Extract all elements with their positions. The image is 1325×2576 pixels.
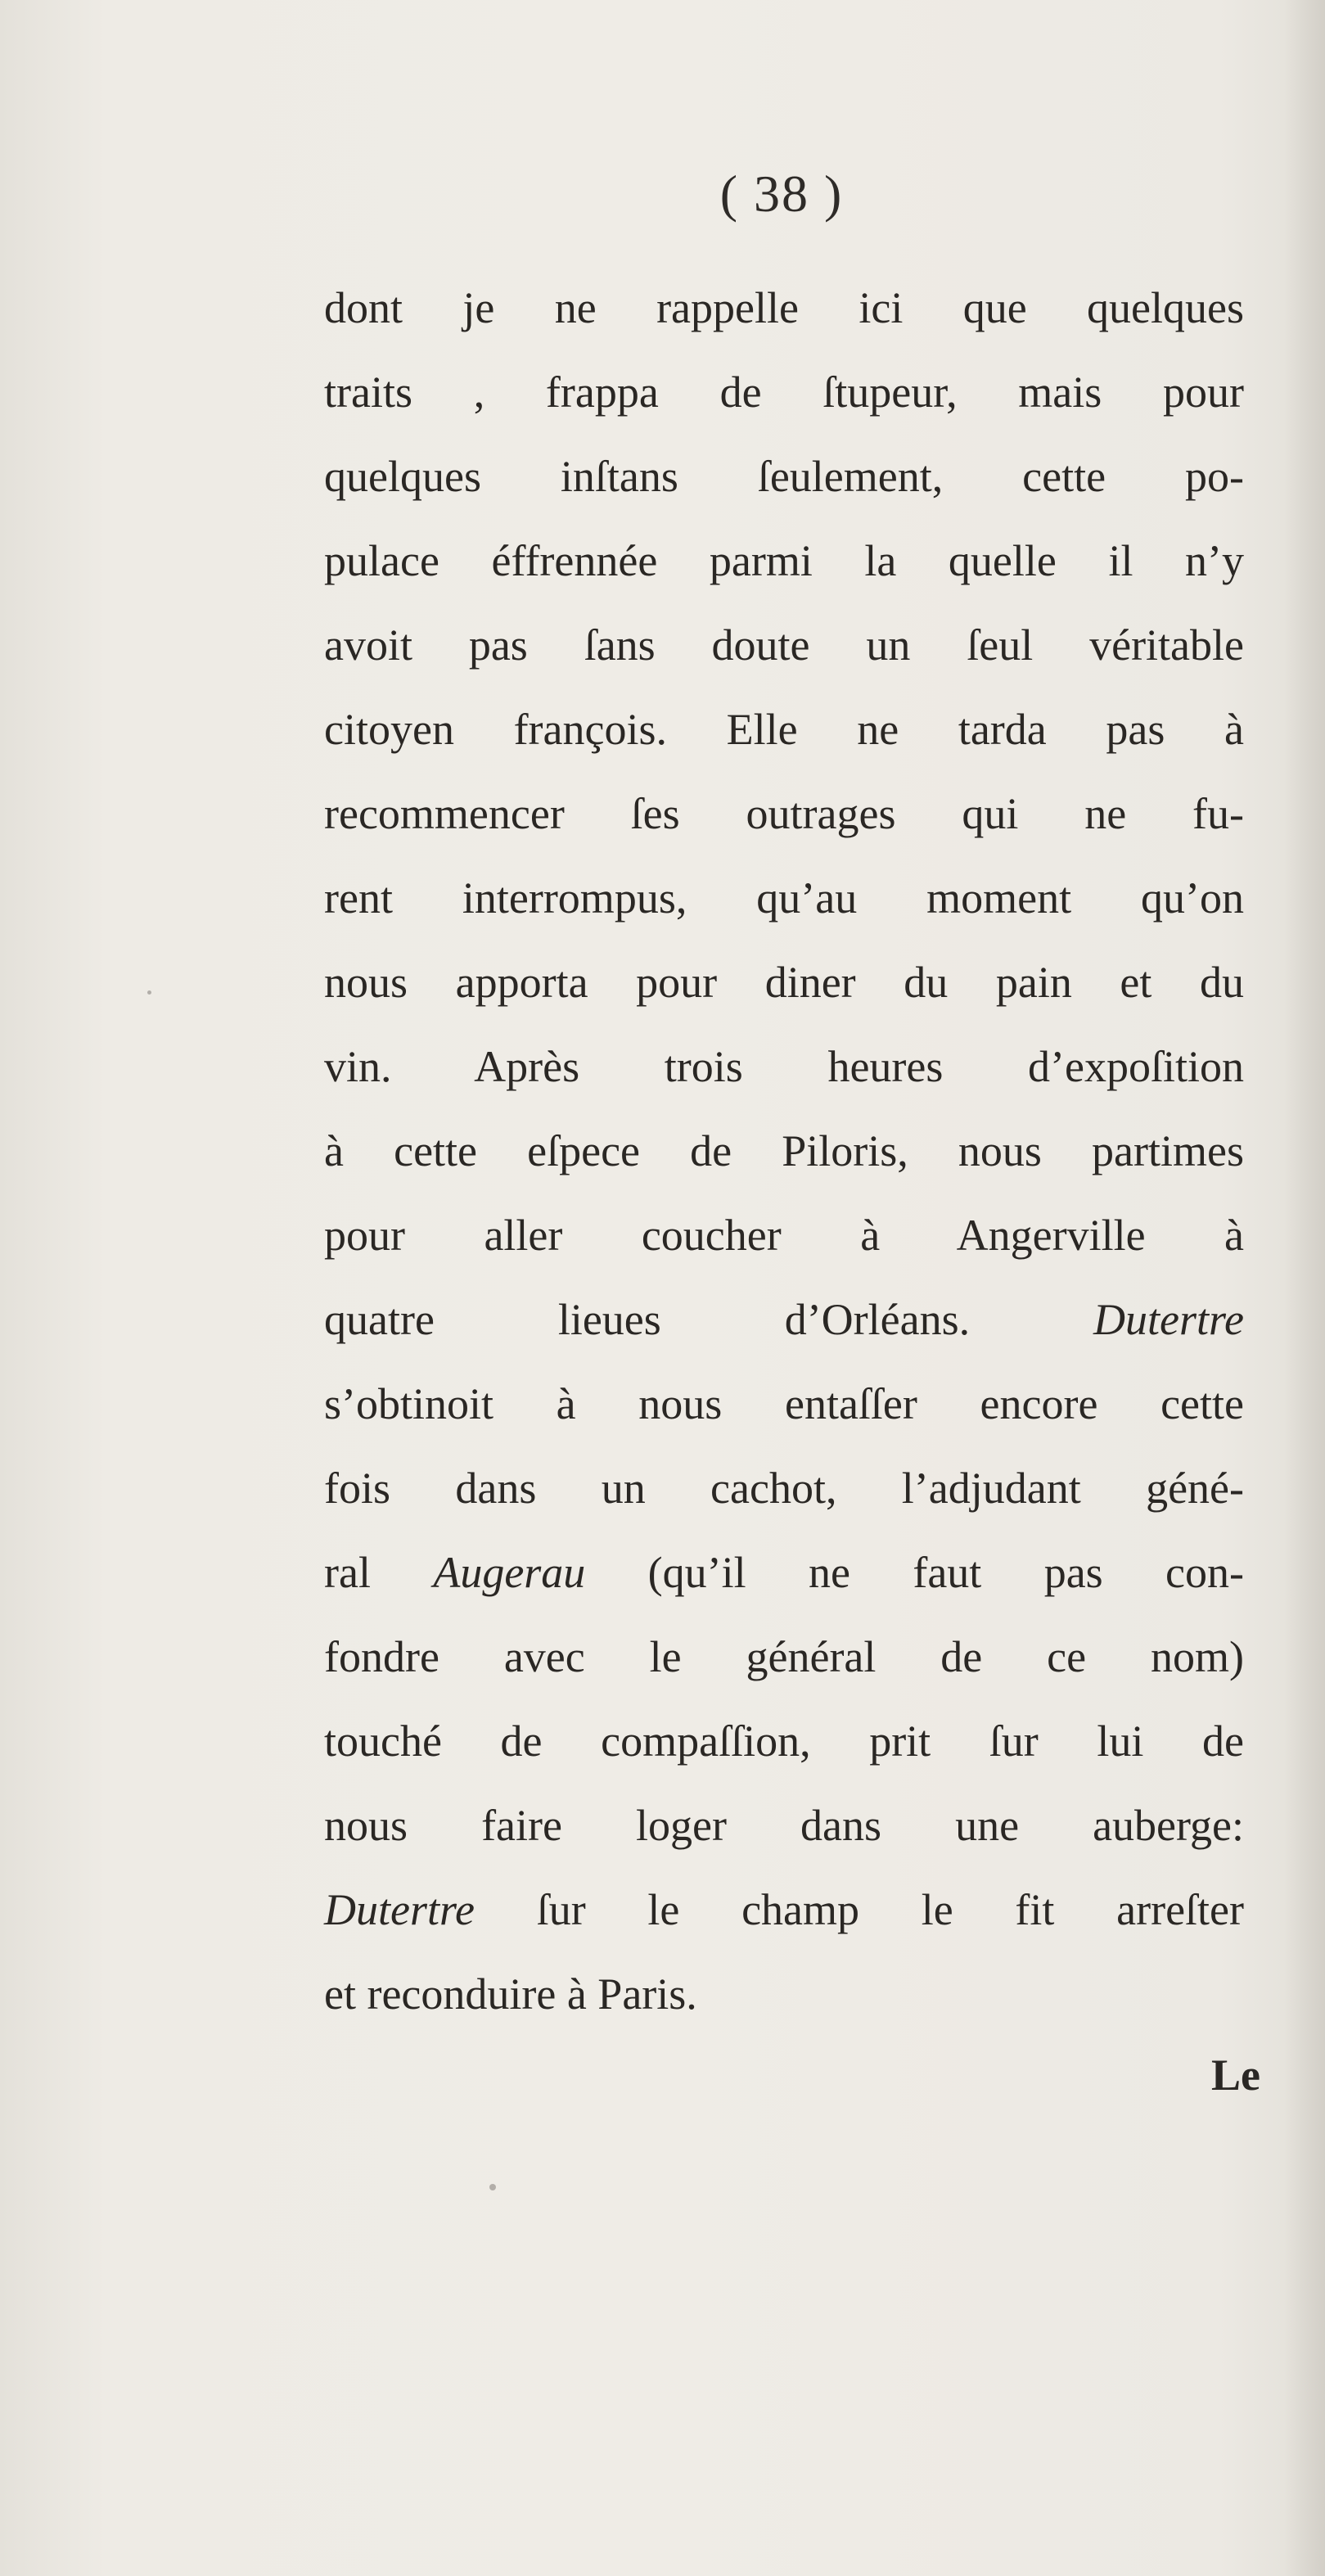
text-segment: recommencer ſes outrages qui ne fu-: [324, 789, 1244, 838]
text-line: [324, 772, 1244, 856]
text-line: [324, 266, 1244, 350]
italic-name: Augerau: [433, 1548, 586, 1597]
text-segment: (qu’il ne faut pas con-: [585, 1548, 1244, 1597]
text-segment: et reconduire à Paris.: [324, 1969, 697, 2019]
text-line: [324, 1531, 1244, 1615]
body-text: [324, 266, 1244, 2037]
text-segment: pour aller coucher à Angerville à: [324, 1211, 1244, 1260]
text-line: [324, 1362, 1244, 1446]
text-segment: nous faire loger dans une auberge:: [324, 1801, 1244, 1850]
text-line: [324, 1699, 1244, 1784]
page-number: ( 38 ): [719, 165, 844, 223]
italic-name: Dutertre: [1093, 1295, 1244, 1344]
text-segment: ral: [324, 1548, 434, 1597]
text-line: [324, 1446, 1244, 1531]
text-line: [324, 350, 1244, 435]
text-line: [324, 603, 1244, 688]
text-segment: fois dans un cachot, l’adjudant géné-: [324, 1464, 1244, 1513]
text-segment: ſur le champ le fit arreſter: [474, 1885, 1244, 1934]
text-line: [324, 519, 1244, 603]
text-segment: nous apporta pour diner du pain et du: [324, 958, 1244, 1007]
text-segment: quelques inſtans ſeulement, cette po-: [324, 452, 1244, 501]
text-line: [324, 1952, 1244, 2037]
text-segment: pulace éffrennée parmi la quelle il n’y: [324, 536, 1244, 585]
text-line: [324, 435, 1244, 519]
text-segment: avoit pas ſans doute un ſeul véritable: [324, 620, 1244, 670]
italic-name: Dutertre: [324, 1885, 475, 1934]
text-segment: fondre avec le général de ce nom): [324, 1632, 1244, 1681]
text-segment: quatre lieues d’Orléans.: [324, 1295, 1094, 1344]
text-line: [324, 856, 1244, 941]
text-segment: s’obtinoit à nous entaſſer encore cette: [324, 1379, 1244, 1428]
paper-speck: [489, 2184, 496, 2190]
text-segment: à cette eſpece de Piloris, nous partimes: [324, 1126, 1244, 1175]
page-fold-shadow: [1284, 0, 1325, 2576]
text-line: [324, 1025, 1244, 1109]
text-segment: touché de compaſſion, prit ſur lui de: [324, 1717, 1244, 1766]
text-segment: citoyen françois. Elle ne tarda pas à: [324, 705, 1244, 754]
text-line: [324, 1109, 1244, 1193]
catchword: Le: [1211, 2050, 1260, 2100]
text-line: [324, 1784, 1244, 1868]
text-segment: traits , frappa de ſtupeur, mais pour: [324, 368, 1244, 417]
text-segment: dont je ne rappelle ici que quelques: [324, 283, 1244, 332]
paper-speck: [147, 990, 151, 995]
text-line: [324, 1193, 1244, 1278]
text-segment: rent interrompus, qu’au moment qu’on: [324, 873, 1244, 923]
text-line: [324, 1278, 1244, 1362]
text-line: [324, 1615, 1244, 1699]
text-line: [324, 1868, 1244, 1952]
text-line: [324, 688, 1244, 772]
text-line: [324, 941, 1244, 1025]
text-segment: vin. Après trois heures d’expoſition: [324, 1042, 1244, 1091]
